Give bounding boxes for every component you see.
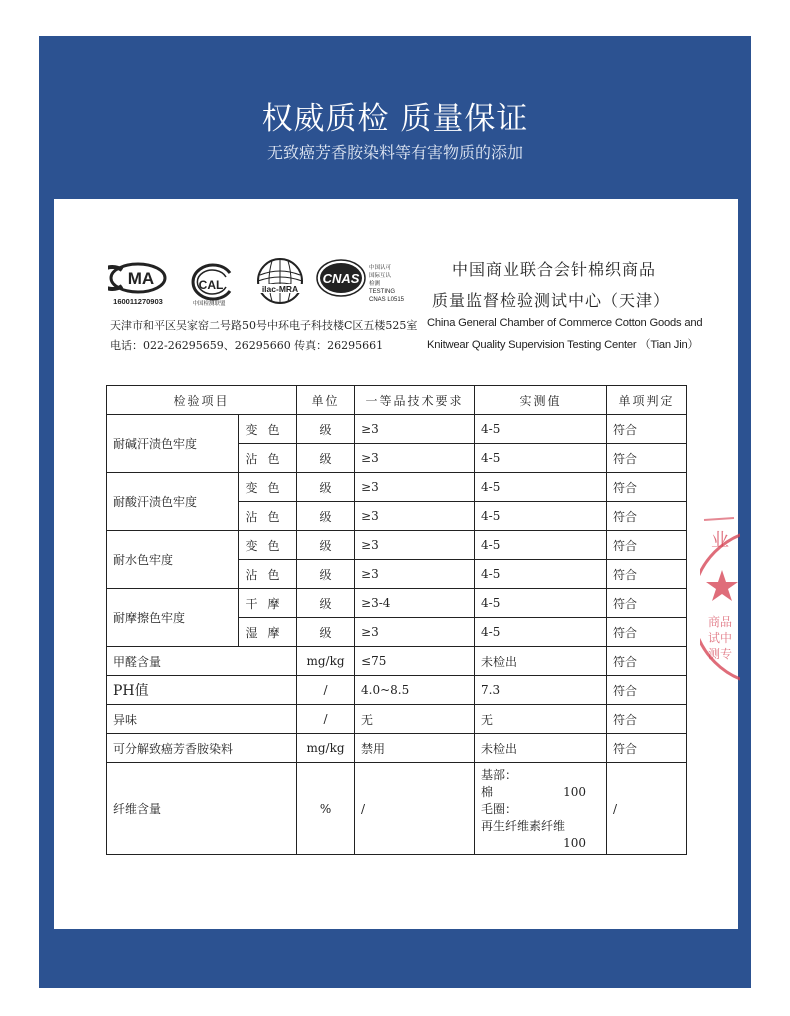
requirement-cell: / [355, 763, 475, 855]
unit-cell: 级 [297, 618, 355, 647]
stamp-text-1: 业 [711, 530, 729, 551]
cnas-small-5: CNAS L0515 [369, 297, 405, 303]
cnas-small-1: 中国认可 [369, 265, 392, 271]
table-row [107, 415, 687, 444]
test-results-table [106, 385, 687, 855]
unit-cell: / [297, 676, 355, 705]
fiber-composition-cell [475, 763, 607, 855]
sub-item: 湿摩 [239, 618, 297, 647]
table-row [107, 473, 687, 502]
fiber-regen-value: 100 [563, 836, 587, 850]
measured-cell: 未检出 [475, 647, 607, 676]
measured-cell: 4-5 [475, 589, 607, 618]
verdict-cell: 符合 [607, 676, 687, 705]
verdict-cell: 符合 [607, 734, 687, 763]
cma-number: 160011270903 [113, 297, 163, 306]
measured-cell: 4-5 [475, 502, 607, 531]
org-name-cn-line2: 质量监督检验测试中心（天津） [432, 291, 671, 310]
sub-item: 沾色 [239, 444, 297, 473]
verdict-cell: 符合 [607, 473, 687, 502]
measured-cell: 4-5 [475, 560, 607, 589]
table-row [107, 676, 687, 705]
requirement-cell: ≥3 [355, 444, 475, 473]
ilac-logo-text: ilac-MRA [261, 284, 299, 294]
sub-item: 干摩 [239, 589, 297, 618]
measured-cell: 4-5 [475, 618, 607, 647]
cal-logo-text: CAL [198, 278, 224, 292]
cal-caption: 中国检测联盟 [192, 301, 226, 307]
cnas-logo [316, 258, 408, 306]
table-row-fiber [107, 763, 687, 855]
verdict-cell: 符合 [607, 647, 687, 676]
sub-item: 沾色 [239, 560, 297, 589]
table-row [107, 647, 687, 676]
requirement-cell: 4.0~8.5 [355, 676, 475, 705]
requirement-cell: ≥3 [355, 531, 475, 560]
unit-cell: 级 [297, 589, 355, 618]
item-name: 甲醛含量 [107, 647, 297, 676]
cal-logo [174, 259, 244, 307]
measured-cell: 4-5 [475, 415, 607, 444]
unit-cell: 级 [297, 444, 355, 473]
fiber-regen-name: 再生纤维素纤维 [481, 819, 566, 833]
measured-cell: 4-5 [475, 444, 607, 473]
unit-cell: % [297, 763, 355, 855]
header-requirement: 一等品技术要求 [355, 386, 475, 415]
table-header-row [107, 386, 687, 415]
header-item: 检验项目 [107, 386, 297, 415]
sub-item: 变色 [239, 415, 297, 444]
requirement-cell: ≥3 [355, 415, 475, 444]
verdict-cell: 符合 [607, 415, 687, 444]
unit-cell: 级 [297, 560, 355, 589]
verdict-cell: 符合 [607, 502, 687, 531]
stamp-text-2: 商品 [707, 615, 733, 629]
cnas-small-3: 检测 [369, 281, 381, 287]
unit-cell: 级 [297, 502, 355, 531]
item-name: 可分解致癌芳香胺染料 [107, 734, 297, 763]
page-subtitle: 无致癌芳香胺染料等有害物质的添加 [266, 143, 523, 162]
header-verdict: 单项判定 [607, 386, 687, 415]
org-phone: 电话：022-26295659、26295660 传真：26295661 [110, 339, 384, 352]
verdict-cell: 符合 [607, 444, 687, 473]
requirement-cell: ≥3-4 [355, 589, 475, 618]
stamp-text-4: 测专 [707, 647, 733, 661]
fiber-base-label: 基部： [481, 768, 518, 782]
requirement-cell: ≥3 [355, 560, 475, 589]
fiber-cotton-line [481, 784, 600, 801]
item-name: 纤维含量 [107, 763, 297, 855]
cma-logo-text: MA [127, 269, 155, 288]
group-name: 耐酸汗渍色牢度 [107, 473, 239, 531]
sub-item: 变色 [239, 473, 297, 502]
requirement-cell: ≥3 [355, 502, 475, 531]
measured-cell: 未检出 [475, 734, 607, 763]
measured-cell: 4-5 [475, 473, 607, 502]
fiber-loop-label: 毛圈： [481, 802, 518, 816]
unit-cell: / [297, 705, 355, 734]
org-name-cn-line1: 中国商业联合会针棉织商品 [452, 260, 657, 279]
cnas-logo-text: CNAS [322, 271, 360, 286]
group-name: 耐摩擦色牢度 [107, 589, 239, 647]
page-title: 权威质检 质量保证 [261, 101, 529, 137]
stamp-text-3: 试中 [707, 631, 733, 645]
group-name: 耐碱汗渍色牢度 [107, 415, 239, 473]
verdict-cell: / [607, 763, 687, 855]
cnas-small-4: TESTING [369, 289, 396, 295]
verdict-cell: 符合 [607, 618, 687, 647]
ilac-logo [252, 257, 308, 307]
header-measured: 实测值 [475, 386, 607, 415]
verdict-cell: 符合 [607, 560, 687, 589]
table-row [107, 734, 687, 763]
sub-item: 变色 [239, 531, 297, 560]
fiber-regen-line [481, 835, 600, 852]
verdict-cell: 符合 [607, 589, 687, 618]
table-row [107, 531, 687, 560]
measured-cell: 4-5 [475, 531, 607, 560]
sub-item: 沾色 [239, 502, 297, 531]
cnas-small-2: 国际互认 [369, 273, 392, 279]
stamp-star-icon [706, 570, 738, 601]
verdict-cell: 符合 [607, 531, 687, 560]
requirement-cell: ≤75 [355, 647, 475, 676]
unit-cell: mg/kg [297, 734, 355, 763]
header-unit: 单位 [297, 386, 355, 415]
group-name: 耐水色牢度 [107, 531, 239, 589]
unit-cell: 级 [297, 415, 355, 444]
table-row [107, 705, 687, 734]
requirement-cell: ≥3 [355, 618, 475, 647]
requirement-cell: 无 [355, 705, 475, 734]
table-row [107, 589, 687, 618]
fiber-cotton-value: 100 [563, 785, 587, 799]
item-name: PH值 [107, 676, 297, 705]
requirement-cell: ≥3 [355, 473, 475, 502]
verdict-cell: 符合 [607, 705, 687, 734]
measured-cell: 无 [475, 705, 607, 734]
org-name-en-line2: Knitwear Quality Supervision Testing Center （Tian Jin） [427, 339, 699, 351]
unit-cell: 级 [297, 531, 355, 560]
cma-logo [108, 261, 168, 307]
fiber-cotton-name: 棉 [481, 785, 494, 799]
requirement-cell: 禁用 [355, 734, 475, 763]
org-name-en-line1: China General Chamber of Commerce Cotton Goods and [427, 317, 703, 329]
unit-cell: 级 [297, 473, 355, 502]
org-address: 天津市和平区吴家窑二号路50号中环电子科技楼C区五楼525室 [110, 319, 418, 332]
inspection-stamp [700, 512, 740, 702]
measured-cell: 7.3 [475, 676, 607, 705]
item-name: 异味 [107, 705, 297, 734]
unit-cell: mg/kg [297, 647, 355, 676]
